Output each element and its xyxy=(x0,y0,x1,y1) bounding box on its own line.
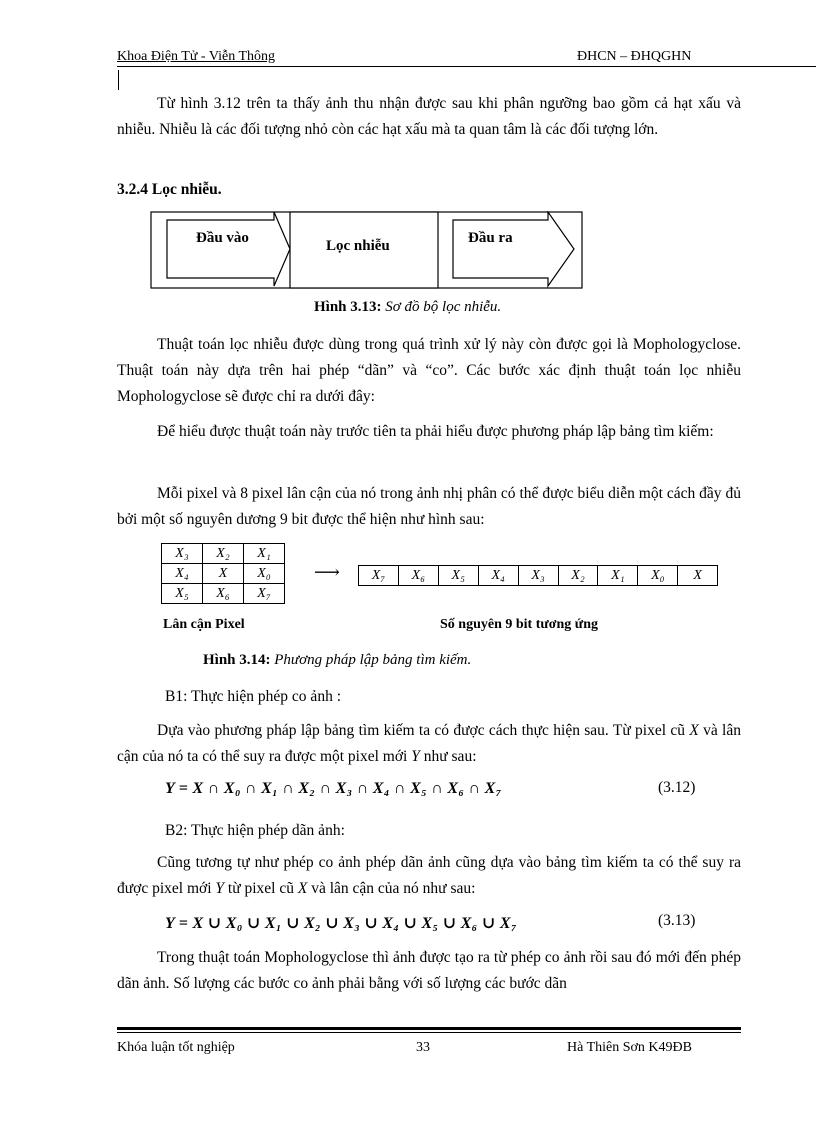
symbol-x: X xyxy=(689,722,699,739)
bit-cell: X₆ xyxy=(398,566,438,586)
caption-number: Hình 3.13: xyxy=(314,299,382,315)
step-b2: B2: Thực hiện phép dãn ảnh: xyxy=(165,822,345,839)
neighborhood-label: Lân cận Pixel xyxy=(163,617,245,632)
grid-cell: X₂ xyxy=(203,544,244,564)
footer-author: Hà Thiên Sơn K49ĐB xyxy=(567,1040,692,1055)
grid-cell: X₄ xyxy=(162,564,203,584)
input-label: Đầu vào xyxy=(196,230,249,246)
grid-cell: X xyxy=(203,564,244,584)
text-segment: và lân cận của nó như sau: xyxy=(307,880,476,897)
equation-3-13: Y = X ∪ X₀ ∪ X₁ ∪ X₂ ∪ X₃ ∪ X₄ ∪ X₅ ∪ X₆ ∪ X₇ xyxy=(165,915,517,932)
bit-cell: X₃ xyxy=(518,566,558,586)
bit-cell: X₇ xyxy=(359,566,399,586)
footer-rule-thick xyxy=(117,1027,741,1030)
grid-cell: X₀ xyxy=(244,564,285,584)
page-number: 33 xyxy=(416,1040,430,1055)
section-heading: 3.2.4 Lọc nhiễu. xyxy=(117,181,222,198)
grid-cell: X₁ xyxy=(244,544,285,564)
output-label: Đầu ra xyxy=(468,230,513,246)
equation-3-12: Y = X ∩ X₀ ∩ X₁ ∩ X₂ ∩ X₃ ∩ X₄ ∩ X₅ ∩ X₆ ∩ X₇ xyxy=(165,780,502,797)
figure-3-14-caption xyxy=(203,652,471,669)
footer-rule-thin xyxy=(117,1032,741,1033)
symbol-x: X xyxy=(297,880,308,897)
arrow-icon: ⟶ xyxy=(314,562,340,582)
bit-cell: X₂ xyxy=(558,566,598,586)
header-faculty: Khoa Điện Tử - Viễn Thông xyxy=(117,49,276,64)
filter-label: Lọc nhiễu xyxy=(326,238,390,254)
output-arrow xyxy=(453,212,574,286)
paragraph-erosion xyxy=(117,718,741,770)
paragraph-lookup-intro: Để hiểu được thuật toán này trước tiên ta phải hiểu được phương pháp lập bảng tìm kiếm: xyxy=(157,423,714,440)
bit-cell: X₁ xyxy=(598,566,638,586)
header-rule xyxy=(117,66,816,67)
grid-cell: X₆ xyxy=(203,584,244,604)
paragraph-mophologyclose: Trong thuật toán Mophologyclose thì ảnh được tạo ra từ phép co ảnh rồi sau đó mới đến phép dãn ảnh. Số lượng các bước co ảnh phải bằng với số lượng các bước dãn xyxy=(117,949,741,992)
bit-cell: X₀ xyxy=(638,566,678,586)
neighborhood-grid xyxy=(161,543,285,604)
bit-cell: X₅ xyxy=(438,566,478,586)
bit-cell: X₄ xyxy=(478,566,518,586)
margin-mark xyxy=(118,70,119,90)
symbol-y: Y xyxy=(411,748,420,765)
text-segment: Dựa vào phương pháp lập bảng tìm kiếm ta có được cách thực hiện sau. Từ pixel cũ xyxy=(157,722,690,739)
footer-thesis: Khóa luận tốt nghiệp xyxy=(117,1040,235,1055)
grid-cell: X₅ xyxy=(162,584,203,604)
bit-cell: X xyxy=(678,566,718,586)
figure-3-13-caption xyxy=(314,299,501,316)
step-b1: B1: Thực hiện phép co ảnh : xyxy=(165,688,341,705)
paragraph-dilation xyxy=(117,850,741,902)
paragraph-algorithm: Thuật toán lọc nhiễu được dùng trong quá trình xử lý này còn được gọi là Mophologyclose. Thuật toán này dựa trên hai phép “dãn” và “co”. Các bước xác định thuật toán lọc nhiễu Mophologyclose sẽ được chỉ ra dưới đây: xyxy=(117,336,741,405)
bit-label: Số nguyên 9 bit tương ứng xyxy=(440,617,598,632)
grid-cell: X₃ xyxy=(162,544,203,564)
caption-text: Sơ đồ bộ lọc nhiễu. xyxy=(381,299,502,315)
bit-row xyxy=(358,565,718,586)
text-segment: Cũng tương tự như phép co ảnh phép dãn ảnh cũng dựa vào bảng tìm kiếm ta có thể suy ra được pixel mới xyxy=(117,854,741,897)
paragraph-pixel: Mỗi pixel và 8 pixel lân cận của nó trong ảnh nhị phân có thể được biểu diễn một cách đầy đủ bởi một số nguyên dương 9 bit được thể hiện như hình sau: xyxy=(117,485,741,528)
text-segment: như sau: xyxy=(419,748,477,765)
page-header xyxy=(117,49,816,67)
equation-number: (3.12) xyxy=(658,779,696,796)
symbol-y: Y xyxy=(215,880,225,897)
text-segment: và lân cận của nó ta có thể suy ra được một pixel mới xyxy=(117,722,741,765)
header-university: ĐHCN – ĐHQGHN xyxy=(577,49,692,64)
grid-cell: X₇ xyxy=(244,584,285,604)
caption-text: Phương pháp lập bảng tìm kiếm. xyxy=(270,652,472,668)
paragraph-intro: Từ hình 3.12 trên ta thấy ảnh thu nhận được sau khi phân ngưỡng bao gồm cả hạt xấu và nhiễu. Nhiễu là các đối tượng nhỏ còn các hạt xấu mà ta quan tâm là các đối tượng lớn. xyxy=(117,95,741,138)
caption-number: Hình 3.14: xyxy=(203,652,271,668)
text-segment: từ pixel cũ xyxy=(224,880,298,897)
input-arrow xyxy=(167,212,290,286)
equation-number: (3.13) xyxy=(658,912,696,929)
